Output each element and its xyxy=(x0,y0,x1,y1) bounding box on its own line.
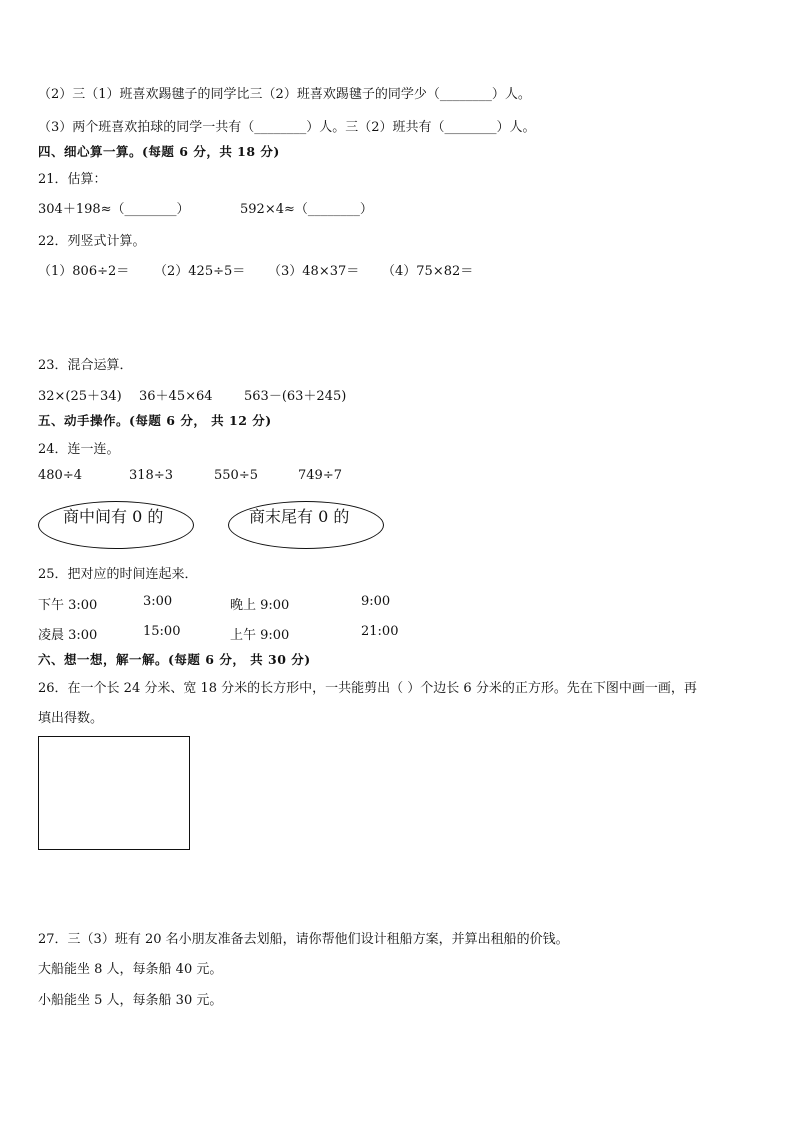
q21-item-2: 592×4≈（________） xyxy=(240,202,373,217)
section6-heading: 六、想一想，解一解。(每题 6 分， 共 30 分) xyxy=(38,652,311,667)
section5-heading: 五、动手操作。(每题 6 分， 共 12 分) xyxy=(38,413,272,428)
oval-quotient-middle-zero xyxy=(38,501,194,549)
q20-part2: （2）三（1）班喜欢踢毽子的同学比三（2）班喜欢踢毽子的同学少（________）人。 xyxy=(38,87,531,102)
oval-label-1: 商中间有 0 的 xyxy=(63,507,164,526)
q23-item-3: 563－(63＋245) xyxy=(244,389,347,404)
q25-r1-c3: 晚上 9:00 xyxy=(230,598,290,613)
q23-label: 23．混合运算． xyxy=(38,358,133,373)
oval-quotient-end-zero xyxy=(228,501,384,549)
q24-expr-4: 749÷7 xyxy=(298,468,342,483)
q26-line1: 26．在一个长 24 分米、宽 18 分米的长方形中，一共能剪出（ ）个边长 6 分米的正方形。先在下图中画一画，再 xyxy=(38,681,697,696)
q24-expr-2: 318÷3 xyxy=(129,468,173,483)
q27-line1: 27．三（3）班有 20 名小朋友准备去划船，请你帮他们设计租船方案，并算出租船的价钱。 xyxy=(38,932,569,947)
q23-item-2: 36＋45×64 xyxy=(139,389,213,404)
q22-item-4: （4）75×82＝ xyxy=(382,264,474,279)
q25-r1-c1: 下午 3:00 xyxy=(38,598,98,613)
q25-r1-c2: 3:00 xyxy=(143,594,173,609)
q24-label: 24．连一连。 xyxy=(38,442,120,457)
drawing-rectangle xyxy=(38,736,190,850)
q22-item-3: （3）48×37＝ xyxy=(268,264,360,279)
q20-part3: （3）两个班喜欢拍球的同学一共有（________）人。三（2）班共有（________）人。 xyxy=(38,120,536,135)
q24-expr-1: 480÷4 xyxy=(38,468,82,483)
oval-label-2: 商末尾有 0 的 xyxy=(249,507,350,526)
section4-heading: 四、细心算一算。(每题 6 分，共 18 分) xyxy=(38,144,280,159)
q25-r2-c4: 21:00 xyxy=(361,624,399,639)
q25-r2-c2: 15:00 xyxy=(143,624,181,639)
q25-r2-c1: 凌晨 3:00 xyxy=(38,628,98,643)
q25-label: 25．把对应的时间连起来． xyxy=(38,567,198,582)
q21-item-1: 304＋198≈（________） xyxy=(38,202,190,217)
q25-r2-c3: 上午 9:00 xyxy=(230,628,290,643)
q24-expr-3: 550÷5 xyxy=(214,468,258,483)
q25-r1-c4: 9:00 xyxy=(361,594,391,609)
q22-label: 22．列竖式计算。 xyxy=(38,234,146,249)
q22-item-2: （2）425÷5＝ xyxy=(154,264,246,279)
q27-line3: 小船能坐 5 人，每条船 30 元。 xyxy=(38,993,223,1008)
q23-item-1: 32×(25＋34) xyxy=(38,389,122,404)
q26-line2: 填出得数。 xyxy=(38,711,104,726)
q21-label: 21．估算： xyxy=(38,172,107,187)
q22-item-1: （1）806÷2＝ xyxy=(38,264,130,279)
q27-line2: 大船能坐 8 人，每条船 40 元。 xyxy=(38,962,223,977)
